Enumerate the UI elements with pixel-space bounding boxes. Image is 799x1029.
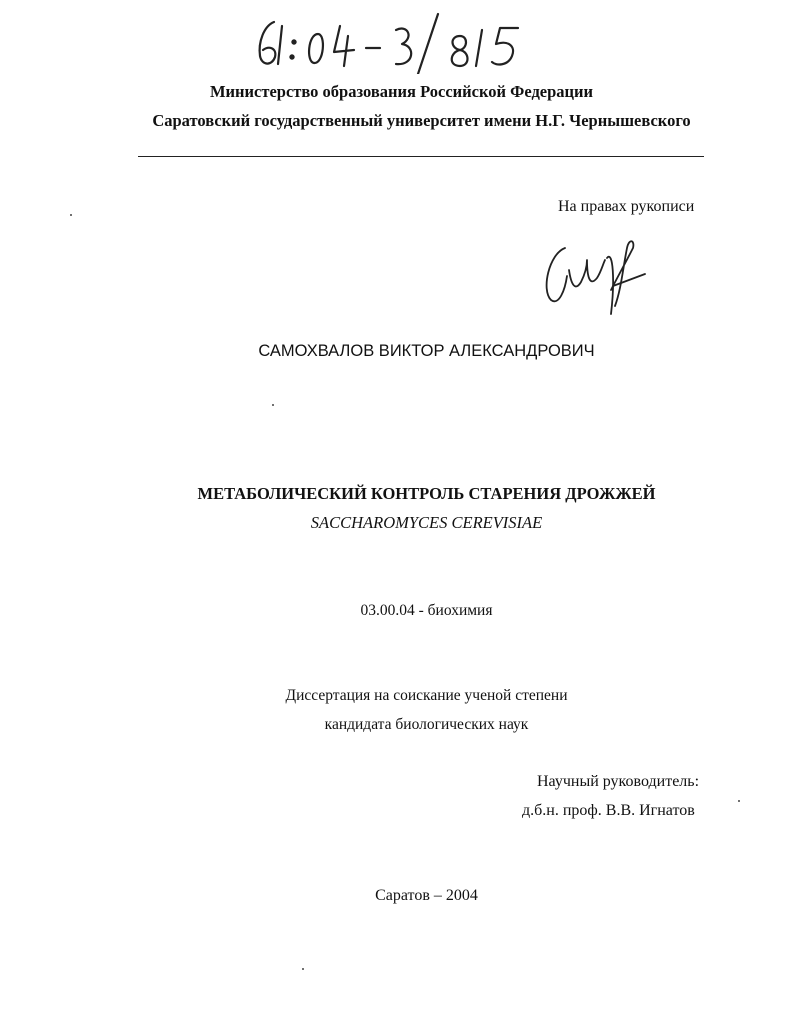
handwritten-archive-code	[250, 12, 540, 74]
dissertation-title: МЕТАБОЛИЧЕСКИЙ КОНТРОЛЬ СТАРЕНИЯ ДРОЖЖЕЙ	[197, 484, 656, 503]
rights-note: На правах рукописи	[558, 198, 695, 215]
city-year: Саратов – 2004	[375, 887, 478, 904]
header-divider	[138, 156, 704, 157]
scan-speck	[70, 214, 72, 216]
handwritten-signature-icon	[535, 230, 655, 320]
scan-speck	[272, 404, 274, 406]
supervisor-label: Научный руководитель:	[537, 773, 700, 790]
author-name: САМОХВАЛОВ ВИКТОР АЛЕКСАНДРОВИЧ	[258, 342, 595, 360]
supervisor-name: д.б.н. проф. В.В. Игнатов	[522, 802, 695, 819]
specialty-code: 03.00.04 - биохимия	[360, 602, 493, 619]
scan-speck	[302, 968, 304, 970]
scan-speck	[738, 800, 740, 802]
university-line: Саратовский государственный университет имени Н.Г. Чернышевского	[152, 111, 691, 130]
degree-line-1: Диссертация на соискание ученой степени	[285, 687, 568, 704]
degree-line-2: кандидата биологических наук	[324, 716, 529, 733]
dissertation-title-species: SACCHAROMYCES CEREVISIAE	[310, 513, 543, 532]
ministry-line: Министерство образования Российской Федерации	[209, 82, 594, 101]
